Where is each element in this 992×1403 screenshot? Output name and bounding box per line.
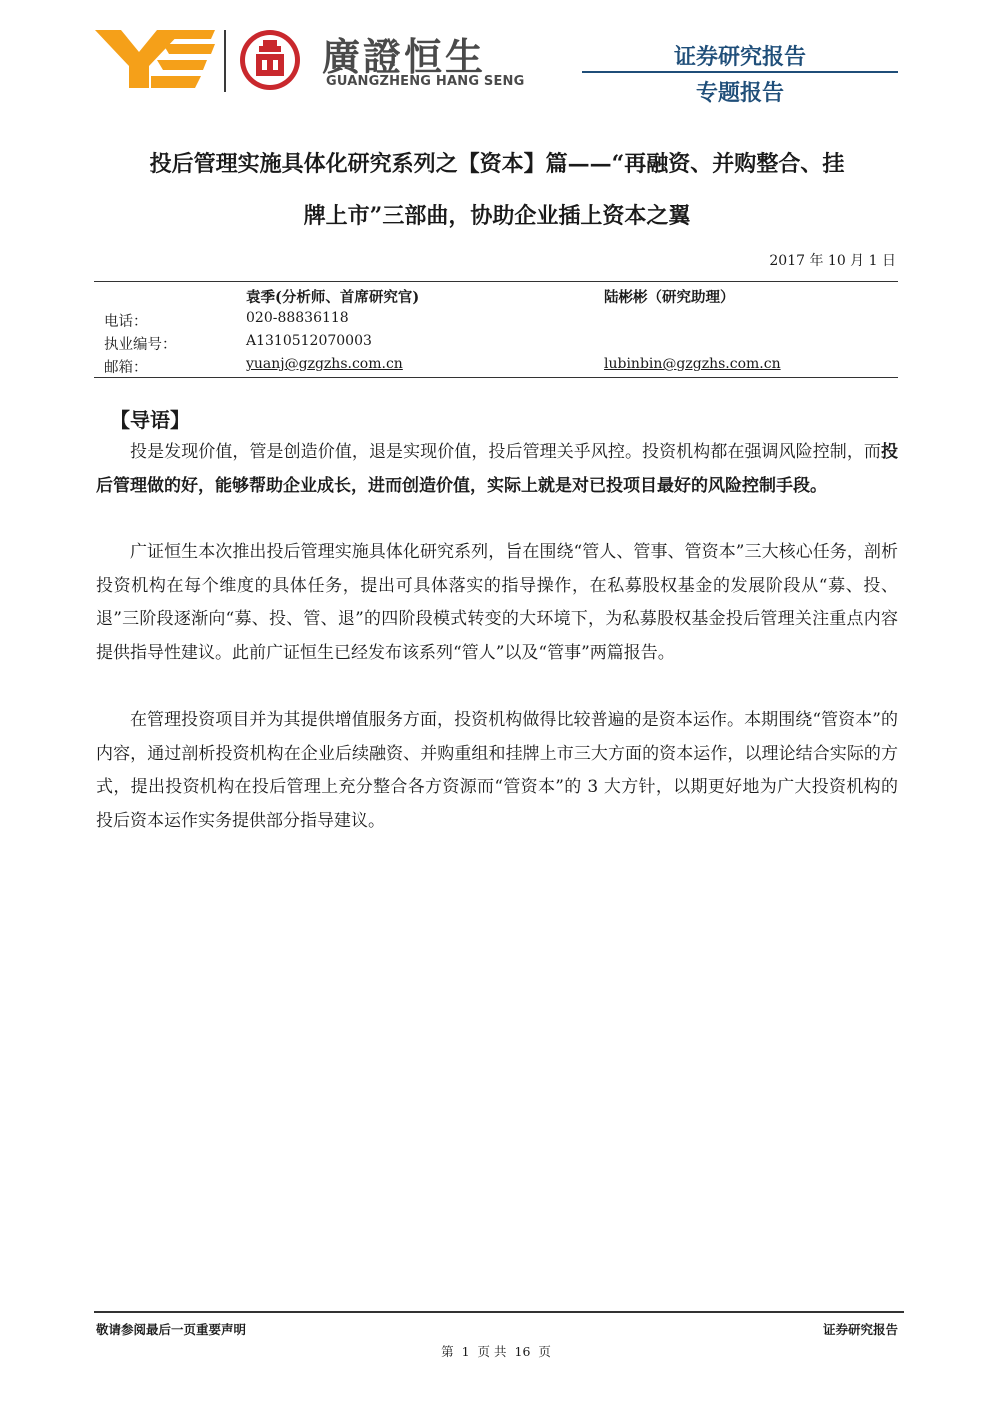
report-type: 证券研究报告	[673, 45, 806, 70]
analyst1-license: A1310512070003	[246, 333, 372, 349]
report-type-rule	[582, 71, 898, 73]
report-title-line1: 投后管理实施具体化研究系列之【资本】篇——“再融资、并购整合、挂	[149, 151, 845, 177]
page-prefix: 第	[441, 1344, 454, 1359]
report-subtype: 专题报告	[695, 81, 784, 106]
logo-divider	[224, 30, 226, 92]
report-title	[96, 138, 898, 242]
footer-report-type: 证券研究报告	[822, 1322, 898, 1337]
intro-paragraph-3: 在管理投资项目并为其提供增值服务方面，投资机构做得比较普遍的是资本运作。本期围绕“管资本”的内容，通过剖析投资机构在企业后续融资、并购重组和挂牌上市三大方面的资本运作，以理论结合实际的方式，提出投资机构在投后管理上充分整合各方资源而“管资本”的 3 大方针，以期更好地为广大投资机构的投后资本运作实务提供部分指导建议。	[96, 710, 898, 831]
brand-name-en: GUANGZHENG HANG SENG	[326, 74, 525, 89]
analyst1-name: 袁季(分析师、首席研究官)	[246, 289, 420, 306]
analyst1-email-link[interactable]: yuanj@gzgzhs.com.cn	[246, 356, 403, 372]
footer-rule	[94, 1311, 904, 1313]
page-number	[0, 1342, 992, 1360]
intro-paragraph-1-text: 投是发现价值，管是创造价值，退是实现价值，投后管理关乎风控。投资机构都在强调风险控制，而	[130, 442, 881, 462]
company-logo-icon	[95, 26, 215, 90]
phone-label: 电话：	[104, 314, 148, 330]
brand-name-cn: 廣證恒生	[322, 35, 487, 79]
intro-paragraph-1-emphasis: 投后管理做的好，能够帮助企业成长，进而创造价值，实际上就是对已投项目最好的风险控制手段。	[96, 442, 898, 496]
page-total: 16	[514, 1344, 531, 1359]
analyst1-phone: 020-88836118	[246, 310, 349, 326]
analyst2-name: 陆彬彬（研究助理）	[604, 289, 735, 306]
contact-top-rule	[94, 281, 898, 282]
contact-bottom-rule	[94, 377, 898, 378]
intro-paragraph-2: 广证恒生本次推出投后管理实施具体化研究系列，旨在围绕“管人、管事、管资本”三大核心任务，剖析投资机构在每个维度的具体任务，提出可具体落实的指导操作，在私募股权基金的发展阶段从“募、投、退”三阶段逐渐向“募、投、管、退”的四阶段模式转变的大环境下，为私募股权基金投后管理关注重点内容提供指导性建议。此前广证恒生已经发布该系列“管人”以及“管事”两篇报告。	[96, 542, 898, 663]
report-title-line2: 牌上市”三部曲，协助企业插上资本之翼	[303, 203, 691, 229]
page-suffix: 页	[538, 1344, 551, 1359]
page-mid: 页 共	[477, 1344, 507, 1359]
intro-heading: 【导语】	[110, 408, 190, 432]
footer-disclaimer: 敬请参阅最后一页重要声明	[96, 1322, 247, 1337]
page-current: 1	[461, 1344, 470, 1359]
publish-date: 2017 年 10 月 1 日	[769, 253, 896, 269]
intro-paragraph-1	[96, 436, 898, 503]
email-label: 邮箱：	[104, 360, 148, 376]
license-label: 执业编号：	[104, 337, 177, 353]
analyst2-email-link[interactable]: lubinbin@gzgzhs.com.cn	[604, 356, 781, 372]
seal-icon	[238, 28, 302, 92]
